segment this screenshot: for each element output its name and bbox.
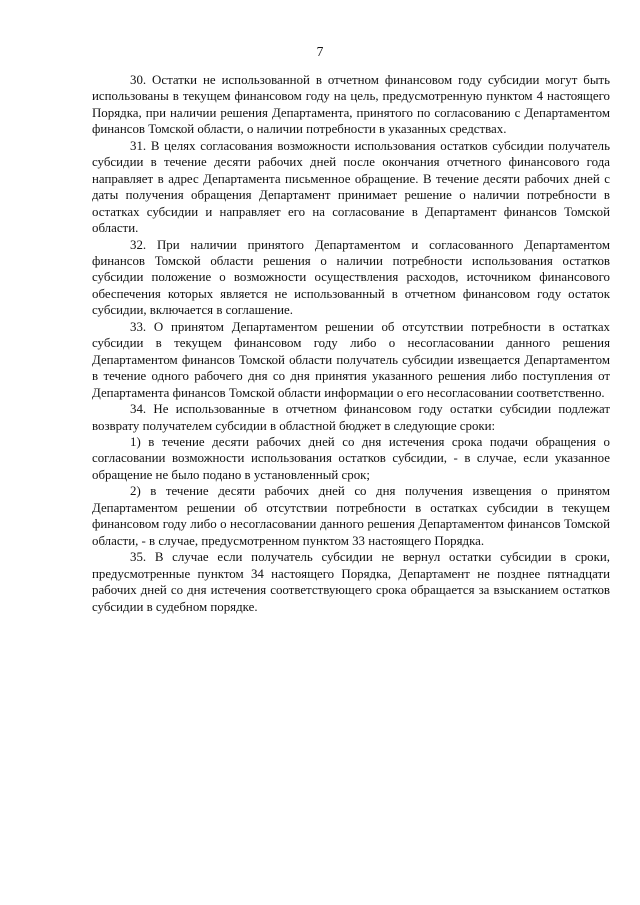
paragraph-34-item-1: 1) в течение десяти рабочих дней со дня истечения срока подачи обращения о согласовании возможности использования остатков субсидии, - в случае, если указанное обращение не было подано в установленный срок;	[92, 434, 610, 482]
paragraph-32: 32. При наличии принятого Департаментом и согласованного Департаментом финансов Томской области решения о наличии потребности использования остатков субсидии положение о возможности осуществления расходов, источником финансового обеспечения которых является не использованный в отчетном финансовом году остаток субсидии, включается в соглашение.	[92, 237, 610, 318]
document-body	[92, 72, 610, 615]
paragraph-31: 31. В целях согласования возможности использования остатков субсидии получатель субсидии в течение десяти рабочих дней после окончания отчетного финансового года направляет в адрес Департамента письменное обращение. В течение десяти рабочих дней с даты получения обращения Департамент принимает решение о наличии потребности в остатках субсидии и направляет его на согласование в Департамент финансов Томской области.	[92, 138, 610, 236]
paragraph-34-item-2: 2) в течение десяти рабочих дней со дня получения извещения о принятом Департаментом решении об отсутствии потребности в остатках субсидии в текущем финансовом году либо о несогласовании данного решения Департаментом финансов Томской области, - в случае, предусмотренном пунктом 33 настоящего Порядка.	[92, 484, 610, 548]
paragraph-33: 33. О принятом Департаментом решении об отсутствии потребности в остатках субсидии в текущем финансовом году либо о несогласовании данного решения Департаментом финансов Томской области получатель субсидии извещается Департаментом в течение одного рабочего дня со дня принятия указанного решения либо поступления от Департамента финансов Томской области информации о его несогласовании соответственно.	[92, 319, 610, 400]
paragraph-35: 35. В случае если получатель субсидии не вернул остатки субсидии в сроки, предусмотренные пунктом 34 настоящего Порядка, Департамент не позднее пятнадцати рабочих дней со дня истечения соответствующего срока обращается за взысканием остатков субсидии в судебном порядке.	[92, 550, 610, 614]
paragraph-34: 34. Не использованные в отчетном финансовом году остатки субсидии подлежат возврату получателем субсидии в областной бюджет в следующие сроки:	[92, 402, 610, 433]
page-number: 7	[316, 44, 324, 59]
paragraph-30: 30. Остатки не использованной в отчетном финансовом году субсидии могут быть использованы в текущем финансовом году на цель, предусмотренную пунктом 4 настоящего Порядка, при наличии решения Департамента, принятого по согласованию с Департаментом финансов Томской области, о наличии потребности в указанных средствах.	[92, 73, 610, 137]
